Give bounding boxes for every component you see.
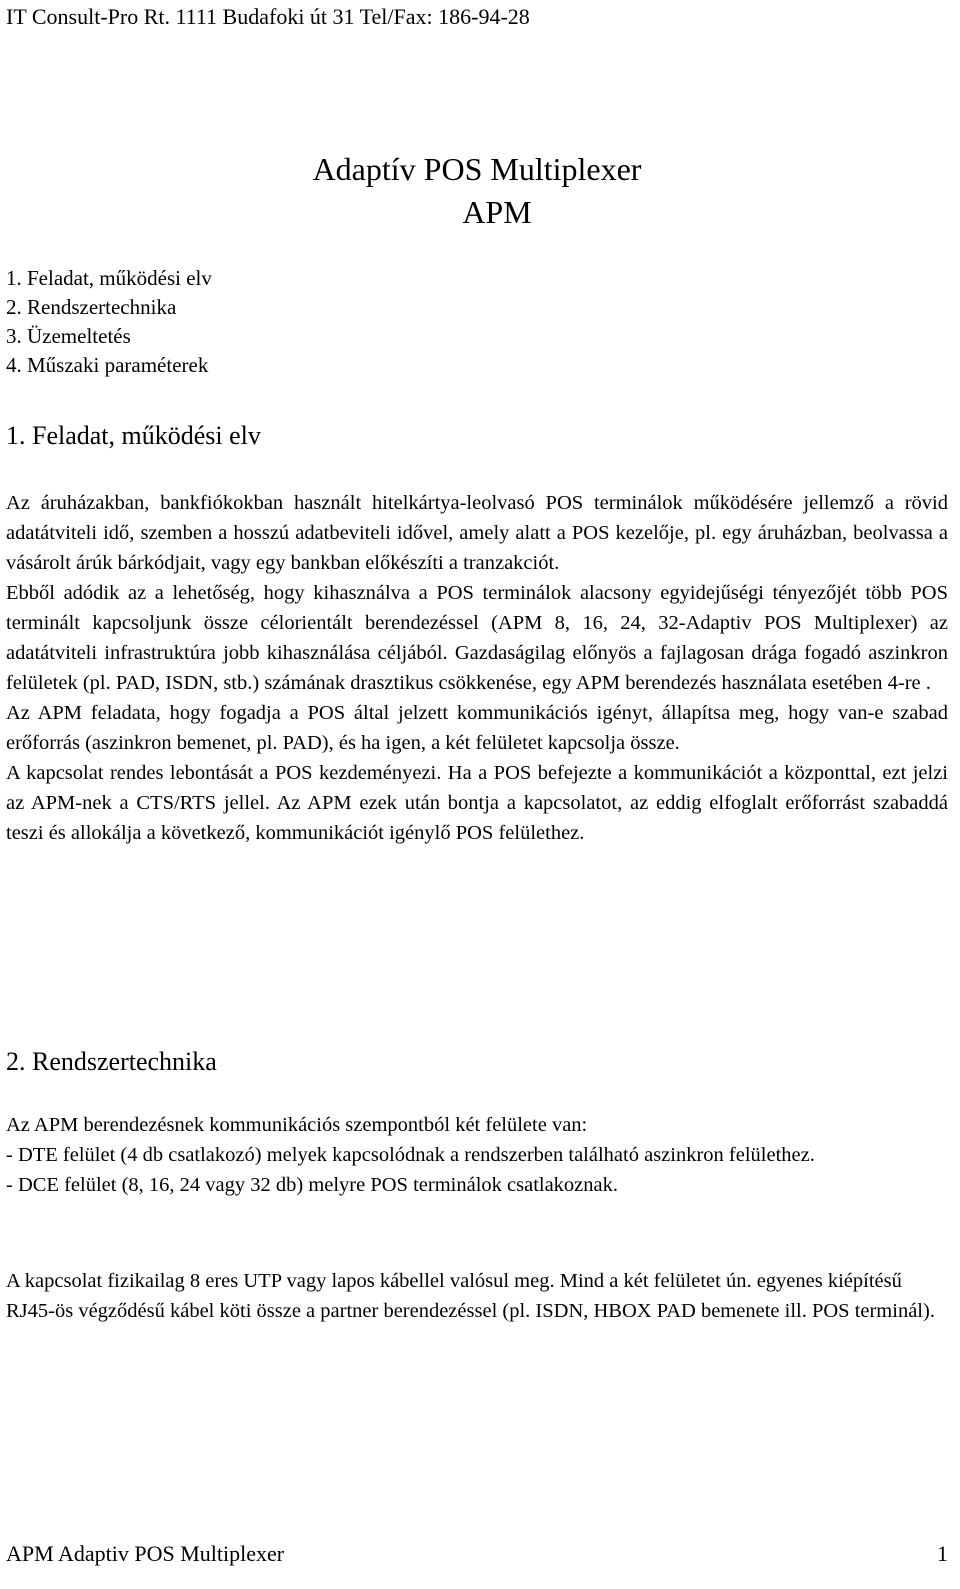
paragraph: Ebből adódik az a lehetőség, hogy kihasználva a POS terminálok alacsony egyidejűségi tényezőjét több POS terminált kapcsoljunk össze célorientált berendezéssel (APM 8, 16, 24, 32-Adaptiv POS Multiplexer) az adatátviteli infrastruktúra jobb kihasználása céljából. Gazdaságilag előnyös a fajlagosan drága fogadó aszinkron felületek (pl. PAD, ISDN, stb.) számának drasztikus csökkenése, egy APM berendezés használata esetében 4-re . (6, 582, 948, 694)
document-subtitle: APM (462, 194, 532, 230)
list-item: - DTE felület (4 db csatlakozó) melyek kapcsolódnak a rendszerben található aszinkron felülethez. (6, 1144, 815, 1166)
section-body-feladat (6, 488, 948, 848)
table-of-contents (6, 264, 212, 380)
document-title: Adaptív POS Multiplexer (312, 151, 642, 187)
footer-title: APM Adaptiv POS Multiplexer (6, 1541, 285, 1566)
company-header: IT Consult-Pro Rt. 1111 Budafoki út 31 Tel/Fax: 186-94-28 (6, 4, 530, 29)
page-number: 1 (937, 1541, 948, 1566)
paragraph: Az APM berendezésnek kommunikációs szempontból két felülete van: (6, 1114, 588, 1136)
section-heading-feladat: 1. Feladat, működési elv (6, 421, 261, 450)
paragraph: A kapcsolat rendes lebontását a POS kezdeményezi. Ha a POS befejezte a kommunikációt a központtal, ezt jelzi az APM-nek a CTS/RTS jellel. Az APM ezek után bontja a kapcsolatot, az eddig elfoglalt erőforrást szabaddá teszi és allokálja a következő, kommunikációt igénylő POS felülethez. (6, 762, 948, 844)
paragraph: Az áruházakban, bankfiókokban használt hitelkártya-leolvasó POS terminálok működésére jellemző a rövid adatátviteli idő, szemben a hosszú adatbeviteli idővel, amely alatt a POS kezelője, pl. egy áruházban, beolvassa a vásárolt árúk bárkódjait, vagy egy bankban előkészíti a tranzakciót. (6, 492, 948, 574)
toc-item: 4. Műszaki paraméterek (6, 353, 209, 377)
document-page (6, 0, 948, 1589)
section-heading-rendszertechnika: 2. Rendszertechnika (6, 1047, 217, 1076)
section-body-closing (6, 1266, 948, 1326)
page-footer (6, 1540, 948, 1568)
paragraph: A kapcsolat fizikailag 8 eres UTP vagy lapos kábellel valósul meg. Mind a két felületet ún. egyenes kiépítésű RJ45-ös végződésű kábel köti össze a partner berendezéssel (pl. ISDN, HBOX PAD bemenete ill. POS terminál). (6, 1270, 935, 1322)
toc-item: 2. Rendszertechnika (6, 295, 177, 319)
paragraph: Az APM feladata, hogy fogadja a POS által jelzett kommunikációs igényt, állapítsa meg, hogy van-e szabad erőforrás (aszinkron bemenet, pl. PAD), és ha igen, a két felületet kapcsolja össze. (6, 702, 948, 754)
list-item: - DCE felület (8, 16, 24 vagy 32 db) melyre POS terminálok csatlakoznak. (6, 1174, 619, 1196)
toc-item: 3. Üzemeltetés (6, 324, 131, 348)
section-body-rendszertechnika (6, 1110, 948, 1200)
toc-item: 1. Feladat, működési elv (6, 266, 212, 290)
